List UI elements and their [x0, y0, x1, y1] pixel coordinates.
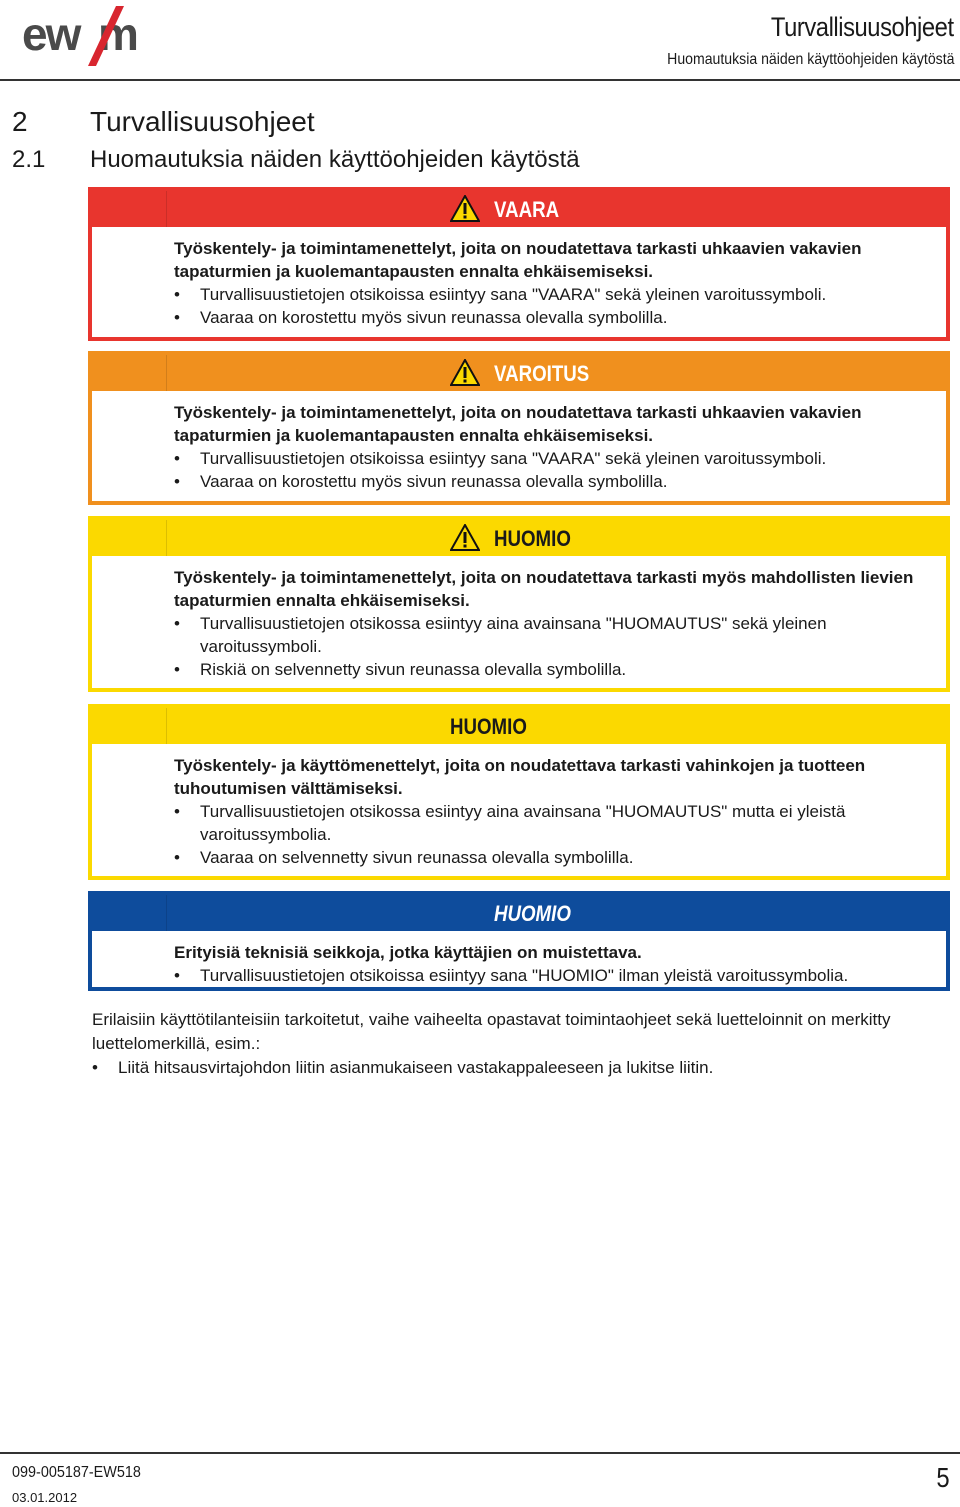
document-number: 099-005187-EW518 [12, 1464, 141, 1481]
danger-content [92, 227, 946, 337]
header-divider [0, 79, 960, 81]
svg-text:ew: ew [22, 8, 80, 60]
notice-band [92, 708, 946, 744]
danger-band [92, 191, 946, 227]
warning-title: VAROITUS [494, 361, 590, 386]
notice-lead: Työskentely- ja käyttömenettelyt, joita on noudatettava tarkasti vahinkojen ja tuotteen tuhoutumisen välttämiseksi. [174, 756, 866, 798]
danger-box [88, 187, 950, 341]
notice-bullet: • Vaaraa on selvennetty sivun reunassa olevalla symbolilla. [174, 846, 928, 869]
page-number: 5 [936, 1462, 950, 1493]
caution-title: HUOMIO [494, 526, 571, 551]
caution-lead: Työskentely- ja toimintamenettelyt, joita on noudatettava tarkasti myös mahdollisten lievien tapaturmien ennalta ehkäisemiseksi. [174, 568, 914, 610]
danger-title: VAARA [494, 197, 560, 222]
notice-bullet: • Turvallisuustietojen otsikossa esiintyy aina avainsana "HUOMAUTUS" mutta ei yleistä varoitussymbolia. [174, 800, 928, 846]
notice-content [92, 744, 946, 877]
info-box [88, 891, 950, 991]
warning-triangle-icon [450, 359, 480, 386]
warning-triangle-icon [450, 195, 480, 222]
header-title: Turvallisuusohjeet [771, 12, 954, 42]
info-lead: Erityisiä teknisiä seikkoja, jotka käyttäjien on muistettava. [174, 943, 642, 962]
caution-band [92, 520, 946, 556]
subsection-number: 2.1 [12, 146, 46, 173]
body-paragraph: Erilaisiin käyttötilanteisiin tarkoitetut, vaihe vaiheelta opastavat toimintaohjeet sekä luetteloinnit on merkitty luettelomerkillä, esim.: [92, 1010, 891, 1053]
danger-bullet: • Turvallisuustietojen otsikoissa esiintyy sana "VAARA" sekä yleinen varoitussymboli. [174, 283, 928, 306]
warning-box [88, 351, 950, 505]
warning-band [92, 355, 946, 391]
subsection-heading [12, 146, 580, 174]
body-bullet: • Liitä hitsausvirtajohdon liitin asianmukaiseen vastakappaleeseen ja lukitse liitin. [92, 1056, 713, 1080]
section-title: Turvallisuusohjeet [90, 106, 315, 137]
notice-title: HUOMIO [450, 714, 527, 739]
notice-box [88, 704, 950, 880]
subsection-title: Huomautuksia näiden käyttöohjeiden käytöstä [90, 146, 580, 173]
warning-lead: Työskentely- ja toimintamenettelyt, joita on noudatettava tarkasti uhkaavien vakavien tapaturmien ja kuolemantapausten ennalta ehkäisemiseksi. [174, 403, 862, 445]
danger-lead: Työskentely- ja toimintamenettelyt, joita on noudatettava tarkasti uhkaavien vakavien tapaturmien ja kuolemantapausten ennalta ehkäisemiseksi. [174, 239, 862, 281]
warning-bullet: • Turvallisuustietojen otsikoissa esiintyy sana "VAARA" sekä yleinen varoitussymboli. [174, 447, 928, 470]
ewm-logo [22, 6, 164, 66]
section-number: 2 [12, 106, 28, 137]
svg-text:m: m [98, 8, 139, 60]
info-content [92, 931, 946, 995]
warning-bullet: • Vaaraa on korostettu myös sivun reunassa olevalla symbolilla. [174, 470, 928, 493]
caution-bullet: • Turvallisuustietojen otsikossa esiintyy aina avainsana "HUOMAUTUS" sekä yleinen varoitussymboli. [174, 612, 928, 658]
header-subtitle: Huomautuksia näiden käyttöohjeiden käytöstä [666, 51, 954, 68]
warning-content [92, 391, 946, 501]
caution-box [88, 516, 950, 692]
warning-triangle-icon [450, 524, 480, 551]
danger-bullet: • Vaaraa on korostettu myös sivun reunassa olevalla symbolilla. [174, 306, 928, 329]
info-bullet: • Turvallisuustietojen otsikoissa esiintyy sana "HUOMIO" ilman yleistä varoitussymbolia. [174, 964, 928, 987]
document-date: 03.01.2012 [12, 1490, 78, 1505]
caution-content [92, 556, 946, 689]
caution-bullet: • Riskiä on selvennetty sivun reunassa olevalla symbolilla. [174, 658, 928, 681]
section-heading [12, 106, 315, 138]
footer-divider [0, 1452, 960, 1454]
info-title: HUOMIO [494, 901, 571, 926]
info-band [92, 895, 946, 931]
